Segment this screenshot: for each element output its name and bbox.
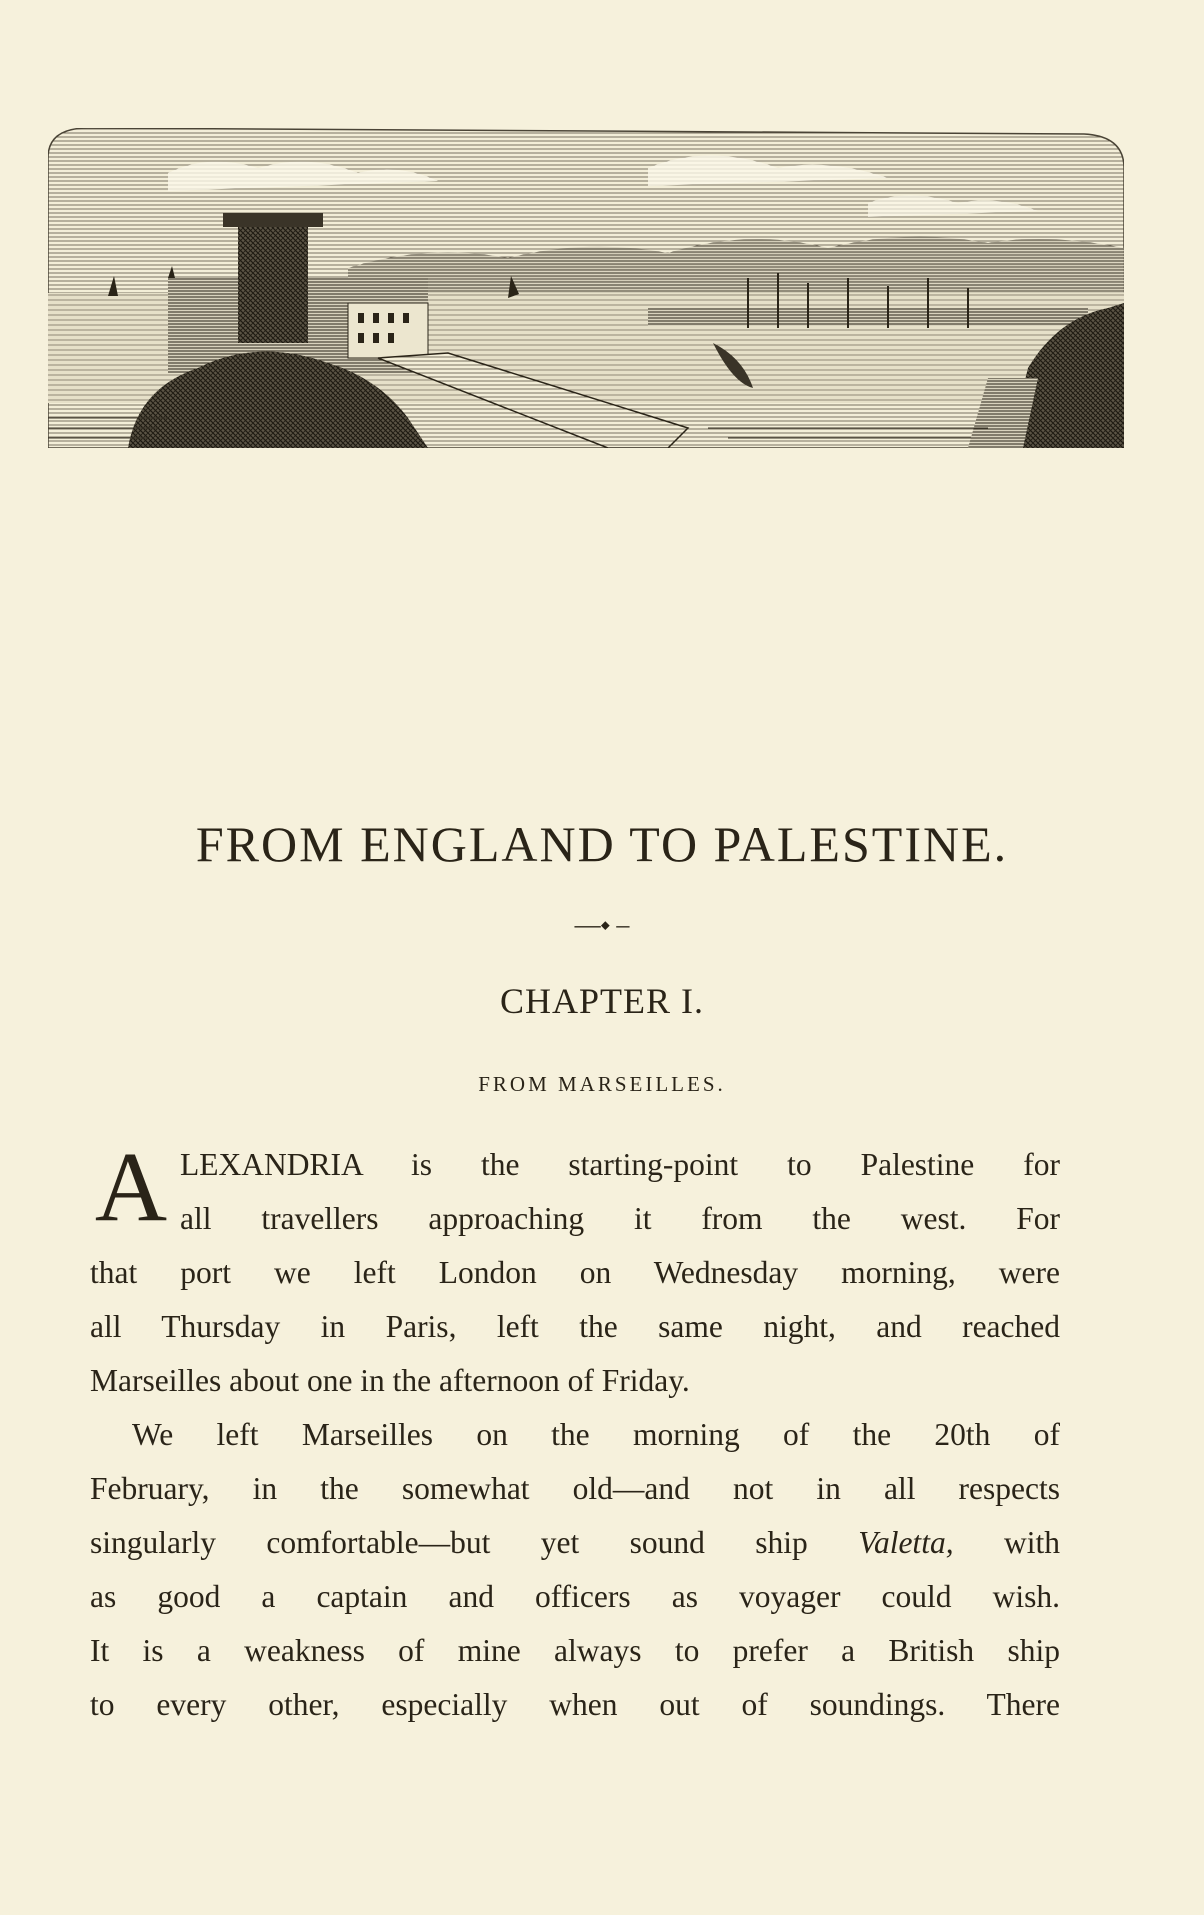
harbour-engraving-illustration: [48, 128, 1124, 448]
chapter-heading: CHAPTER I.: [499, 981, 704, 1021]
text-segment: singularly comfortable—but yet sound ship: [90, 1525, 859, 1560]
text-line: to every other, especially when out of soundings. There: [90, 1687, 1060, 1722]
text-line: that port we left London on Wednesday morning, were: [90, 1255, 1060, 1290]
text-line: Marseilles about one in the afternoon of Friday.: [90, 1363, 690, 1398]
text-line: all Thursday in Paris, left the same night, and reached: [90, 1309, 1060, 1344]
text-line: We left Marseilles on the morning of the 20th of: [132, 1417, 1060, 1452]
text-line: all travellers approaching it from the west. For: [180, 1201, 1060, 1236]
body-text: [90, 1131, 1060, 1732]
ornament-divider: —⬩ –: [574, 910, 630, 939]
paragraph-2: [90, 1408, 1060, 1732]
text-line: [90, 1516, 1060, 1570]
ship-name: Valetta,: [858, 1525, 954, 1560]
text-line: as good a captain and officers as voyager could wish.: [90, 1579, 1060, 1614]
text-line: LEXANDRIA is the starting-point to Palestine for: [180, 1147, 1060, 1182]
engraving-image: [48, 128, 1124, 448]
paragraph-1: [90, 1131, 1060, 1408]
drop-cap: A: [94, 1131, 168, 1242]
text-line: It is a weakness of mine always to prefer a British ship: [90, 1633, 1060, 1668]
chapter-subtitle: FROM MARSEILLES.: [478, 1072, 726, 1096]
book-title: FROM ENGLAND TO PALESTINE.: [195, 816, 1009, 872]
text-segment: with: [953, 1525, 1060, 1560]
text-line: February, in the somewhat old—and not in all respects: [90, 1471, 1060, 1506]
